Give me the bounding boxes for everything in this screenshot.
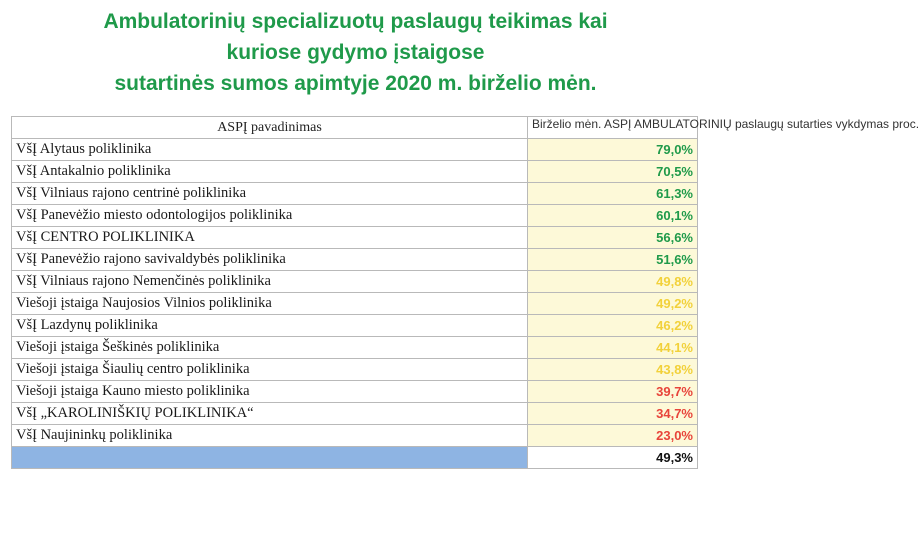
table-row — [12, 183, 698, 205]
institution-name: VšĮ CENTRO POLIKLINIKA — [12, 227, 528, 249]
fulfillment-percent: 70,5% — [528, 161, 698, 183]
table-header-row — [12, 117, 698, 139]
fulfillment-percent: 34,7% — [528, 403, 698, 425]
table-row — [12, 205, 698, 227]
institution-name: Viešoji įstaiga Šeškinės poliklinika — [12, 337, 528, 359]
fulfillment-percent: 43,8% — [528, 359, 698, 381]
table-row — [12, 227, 698, 249]
total-row — [12, 447, 698, 469]
table-row — [12, 337, 698, 359]
fulfillment-percent: 79,0% — [528, 139, 698, 161]
table-row — [12, 249, 698, 271]
institution-name: Viešoji įstaiga Kauno miesto poliklinika — [12, 381, 528, 403]
table-row — [12, 139, 698, 161]
fulfillment-percent: 49,2% — [528, 293, 698, 315]
results-table — [11, 116, 919, 469]
page-title — [0, 6, 711, 99]
table-row — [12, 293, 698, 315]
title-line-1: Ambulatorinių specializuotų paslaugų teikimas kai — [103, 10, 608, 33]
fulfillment-percent: 44,1% — [528, 337, 698, 359]
fulfillment-percent: 39,7% — [528, 381, 698, 403]
institution-name: Viešoji įstaiga Naujosios Vilnios poliklinika — [12, 293, 528, 315]
header-institution-name: ASPĮ pavadinimas — [12, 117, 528, 139]
table-row — [12, 161, 698, 183]
institution-name: VšĮ Alytaus poliklinika — [12, 139, 528, 161]
table-row — [12, 315, 698, 337]
total-percent: 49,3% — [528, 447, 698, 469]
table-row — [12, 271, 698, 293]
institution-name: Viešoji įstaiga Šiaulių centro poliklinika — [12, 359, 528, 381]
fulfillment-percent: 51,6% — [528, 249, 698, 271]
fulfillment-percent: 23,0% — [528, 425, 698, 447]
fulfillment-percent: 46,2% — [528, 315, 698, 337]
table-body — [12, 139, 698, 469]
institution-name: VšĮ Panevėžio rajono savivaldybės poliklinika — [12, 249, 528, 271]
institution-name: VšĮ Naujininkų poliklinika — [12, 425, 528, 447]
total-label-cell — [12, 447, 528, 469]
institution-name: VšĮ Vilniaus rajono Nemenčinės poliklinika — [12, 271, 528, 293]
table-row — [12, 359, 698, 381]
header-fulfillment-percent: Birželio mėn. ASPĮ AMBULATORINIŲ paslaugų sutarties vykdymas proc. — [528, 117, 698, 139]
table-row — [12, 381, 698, 403]
institution-name: VšĮ Lazdynų poliklinika — [12, 315, 528, 337]
fulfillment-percent: 61,3% — [528, 183, 698, 205]
title-line-3: sutartinės sumos apimtyje 2020 m. birželio mėn. — [114, 72, 597, 95]
institution-name: VšĮ Panevėžio miesto odontologijos poliklinika — [12, 205, 528, 227]
fulfillment-percent: 56,6% — [528, 227, 698, 249]
title-line-2: kuriose gydymo įstaigose — [226, 41, 485, 64]
table-row — [12, 425, 698, 447]
institution-name: VšĮ „KAROLINIŠKIŲ POLIKLINIKA“ — [12, 403, 528, 425]
table-row — [12, 403, 698, 425]
fulfillment-percent: 49,8% — [528, 271, 698, 293]
institution-name: VšĮ Vilniaus rajono centrinė poliklinika — [12, 183, 528, 205]
fulfillment-percent: 60,1% — [528, 205, 698, 227]
institution-name: VšĮ Antakalnio poliklinika — [12, 161, 528, 183]
